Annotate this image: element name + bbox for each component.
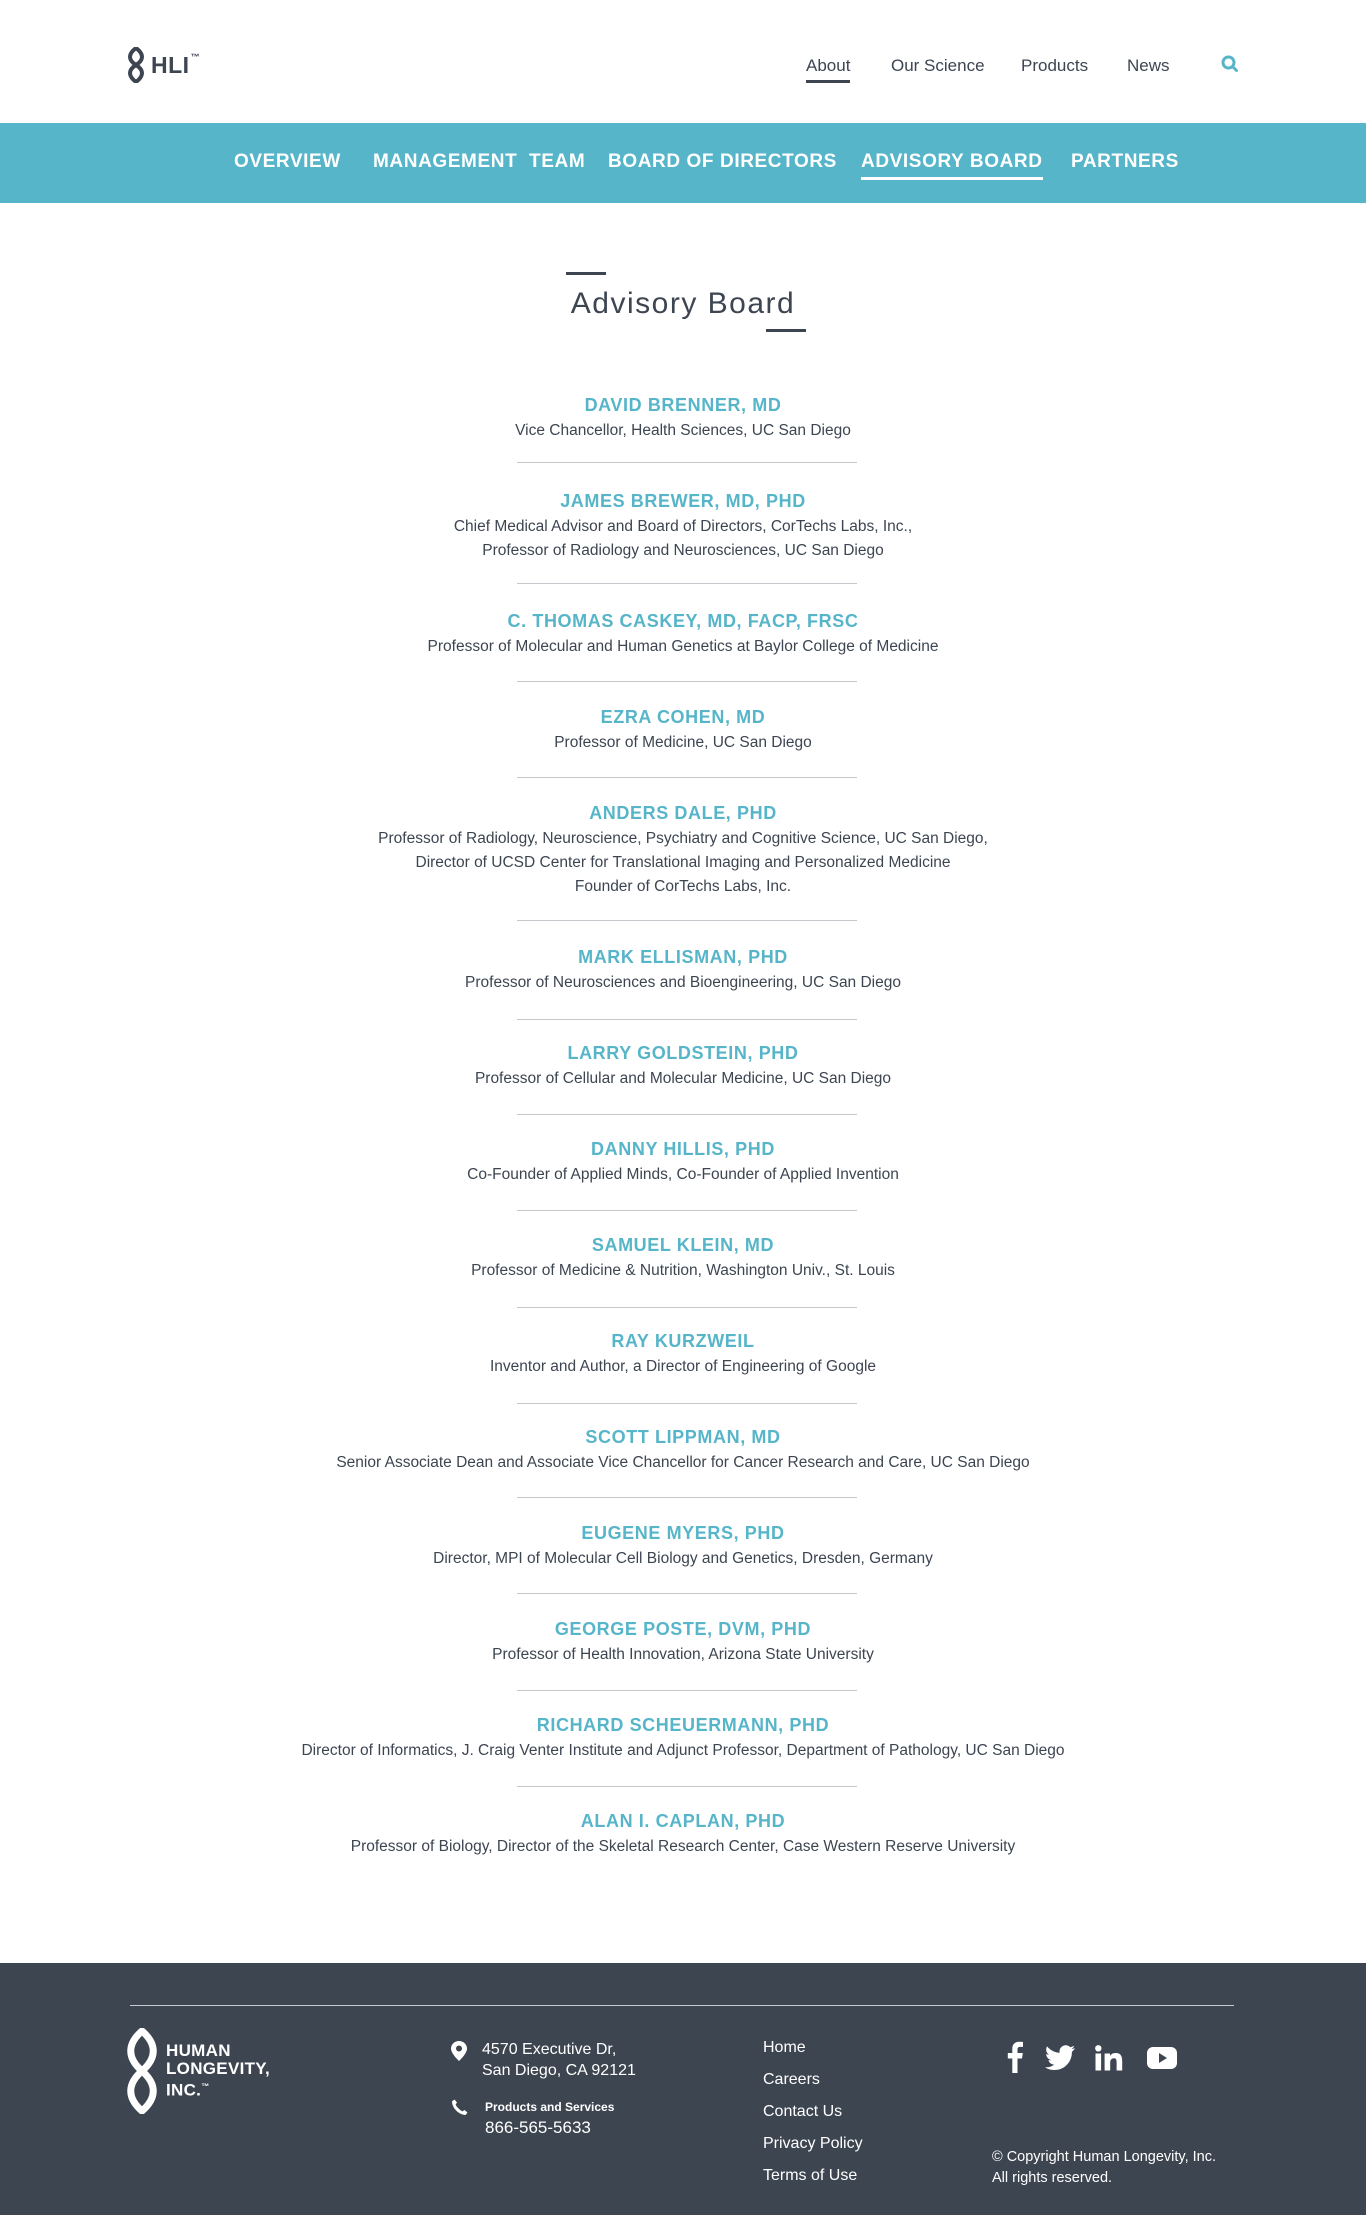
nav-our-science[interactable]: Our Science xyxy=(891,56,985,75)
youtube-icon[interactable] xyxy=(1147,2047,1177,2069)
member-card xyxy=(0,1522,1366,1571)
member-role: Chief Medical Advisor and Board of Directors, CorTechs Labs, Inc., xyxy=(453,518,913,535)
footer-link-terms-of-use[interactable]: Terms of Use xyxy=(763,2167,858,2184)
member-name: JAMES BREWER, MD, PHD xyxy=(560,491,806,511)
member-card xyxy=(0,1426,1366,1475)
site-header xyxy=(0,0,1366,123)
member-name: C. THOMAS CASKEY, MD, FACP, FRSC xyxy=(507,611,859,631)
address-line: 4570 Executive Dr, xyxy=(482,2041,617,2058)
location-pin-icon xyxy=(451,2041,467,2061)
member-role: Director of Informatics, J. Craig Venter Institute and Adjunct Professor, Department of Pathology, UC San Diego xyxy=(301,1742,1065,1759)
tab-management-team[interactable]: MANAGEMENT TEAM xyxy=(373,151,586,172)
member-name: GEORGE POSTE, DVM, PHD xyxy=(554,1619,812,1639)
member-name: DAVID BRENNER, MD xyxy=(584,395,782,415)
member-card xyxy=(0,1810,1366,1859)
member-role: Director of UCSD Center for Translational Imaging and Personalized Medicine xyxy=(415,854,951,871)
member-card xyxy=(0,1138,1366,1187)
member-card xyxy=(0,1618,1366,1667)
member-name: ANDERS DALE, PHD xyxy=(589,803,777,823)
twitter-icon[interactable] xyxy=(1045,2045,1075,2071)
member-name: EUGENE MYERS, PHD xyxy=(581,1523,785,1543)
member-card xyxy=(0,706,1366,755)
copyright-line: All rights reserved. xyxy=(992,2170,1113,2186)
member-role: Senior Associate Dean and Associate Vice Chancellor for Cancer Research and Care, UC San Diego xyxy=(336,1454,1030,1471)
member-name: SAMUEL KLEIN, MD xyxy=(591,1235,775,1255)
member-divider xyxy=(517,583,857,584)
member-role: Professor of Medicine, UC San Diego xyxy=(554,734,812,751)
member-card xyxy=(0,802,1366,899)
tab-partners[interactable]: PARTNERS xyxy=(1071,151,1179,172)
services-label: Products and Services xyxy=(485,2100,615,2114)
member-divider xyxy=(517,1210,857,1211)
nav-about[interactable]: About xyxy=(806,54,850,78)
member-name: MARK ELLISMAN, PHD xyxy=(578,947,788,967)
tab-advisory-board[interactable]: ADVISORY BOARD xyxy=(861,151,1043,172)
footer-divider xyxy=(130,2005,1234,2006)
phone-icon xyxy=(451,2099,468,2116)
tab-board-of-directors[interactable]: BOARD OF DIRECTORS xyxy=(608,151,837,172)
footer-logo-line-text: INC. xyxy=(166,2080,202,2100)
about-subnav xyxy=(0,123,1366,203)
footer-logo[interactable] xyxy=(124,2028,270,2114)
member-divider xyxy=(517,777,857,778)
footer-logo-line: HUMAN xyxy=(166,2041,231,2061)
member-role: Professor of Health Innovation, Arizona State University xyxy=(492,1646,874,1663)
member-role: Professor of Radiology, Neuroscience, Psychiatry and Cognitive Science, UC San Diego, xyxy=(378,830,988,847)
member-name: SCOTT LIPPMAN, MD xyxy=(585,1427,781,1447)
member-role: Professor of Molecular and Human Genetics at Baylor College of Medicine xyxy=(427,638,939,655)
copyright-line: © Copyright Human Longevity, Inc. xyxy=(992,2149,1216,2165)
address-line: San Diego, CA 92121 xyxy=(482,2062,636,2079)
member-divider xyxy=(517,1019,857,1020)
footer-link-privacy-policy[interactable]: Privacy Policy xyxy=(763,2135,863,2152)
member-role: Professor of Cellular and Molecular Medicine, UC San Diego xyxy=(474,1070,892,1087)
top-nav xyxy=(0,51,1366,84)
logo-wordmark: HLI xyxy=(151,51,190,78)
linkedin-icon[interactable] xyxy=(1095,2045,1123,2071)
page-title: Advisory Board xyxy=(570,287,796,320)
member-role: Professor of Biology, Director of the Skeletal Research Center, Case Western Reserve University xyxy=(350,1838,1016,1855)
member-card xyxy=(0,1234,1366,1283)
logo-trademark: ™ xyxy=(190,51,201,62)
member-divider xyxy=(517,1690,857,1691)
member-name: LARRY GOLDSTEIN, PHD xyxy=(567,1043,799,1063)
member-divider xyxy=(517,462,857,463)
member-role: Vice Chancellor, Health Sciences, UC San Diego xyxy=(515,422,851,439)
member-divider xyxy=(517,1786,857,1787)
member-role: Founder of CorTechs Labs, Inc. xyxy=(574,878,792,895)
tab-overview[interactable]: OVERVIEW xyxy=(234,151,341,172)
member-card xyxy=(0,1042,1366,1091)
address xyxy=(482,2039,636,2081)
human-longevity-logo-icon xyxy=(124,2028,160,2114)
member-card xyxy=(0,1330,1366,1379)
member-divider xyxy=(517,1497,857,1498)
member-name: RICHARD SCHEUERMANN, PHD xyxy=(536,1715,830,1735)
member-card xyxy=(0,1714,1366,1763)
member-role: Inventor and Author, a Director of Engineering of Google xyxy=(489,1358,877,1375)
facebook-icon[interactable] xyxy=(1006,2041,1024,2073)
member-name: EZRA COHEN, MD xyxy=(600,707,766,727)
footer-logo-trademark: ™ xyxy=(201,2082,210,2092)
member-divider xyxy=(517,681,857,682)
member-card xyxy=(0,610,1366,659)
footer-link-home[interactable]: Home xyxy=(763,2039,806,2056)
member-divider xyxy=(517,1307,857,1308)
title-decoration-bottom xyxy=(766,329,806,332)
footer-logo-text xyxy=(166,2042,270,2100)
footer-link-contact-us[interactable]: Contact Us xyxy=(763,2103,843,2120)
member-divider xyxy=(517,1403,857,1404)
services-phone[interactable]: 866-565-5633 xyxy=(485,2118,591,2137)
member-role: Professor of Radiology and Neurosciences, UC San Diego xyxy=(482,542,884,559)
member-card xyxy=(0,394,1366,443)
member-card xyxy=(0,946,1366,995)
copyright xyxy=(992,2147,1216,2189)
member-role: Professor of Neurosciences and Bioengineering, UC San Diego xyxy=(465,974,901,991)
footer-logo-line xyxy=(166,2078,270,2100)
nav-products[interactable]: Products xyxy=(1021,56,1089,75)
member-divider xyxy=(517,1114,857,1115)
member-divider xyxy=(517,1593,857,1594)
footer-logo-line: LONGEVITY, xyxy=(166,2059,271,2079)
member-name: ALAN I. CAPLAN, PHD xyxy=(580,1811,786,1831)
member-name: RAY KURZWEIL xyxy=(611,1331,755,1351)
member-role: Co-Founder of Applied Minds, Co-Founder of Applied Invention xyxy=(467,1166,899,1183)
member-role: Professor of Medicine & Nutrition, Washington Univ., St. Louis xyxy=(471,1262,895,1279)
search-icon[interactable] xyxy=(1220,54,1240,74)
member-divider xyxy=(517,920,857,921)
member-role: Director, MPI of Molecular Cell Biology and Genetics, Dresden, Germany xyxy=(433,1550,933,1567)
site-footer xyxy=(0,1963,1366,2215)
title-decoration-top xyxy=(566,272,606,275)
member-name: DANNY HILLIS, PHD xyxy=(591,1139,775,1159)
nav-news[interactable]: News xyxy=(1127,56,1170,75)
member-card xyxy=(0,490,1366,563)
footer-link-careers[interactable]: Careers xyxy=(763,2071,820,2088)
